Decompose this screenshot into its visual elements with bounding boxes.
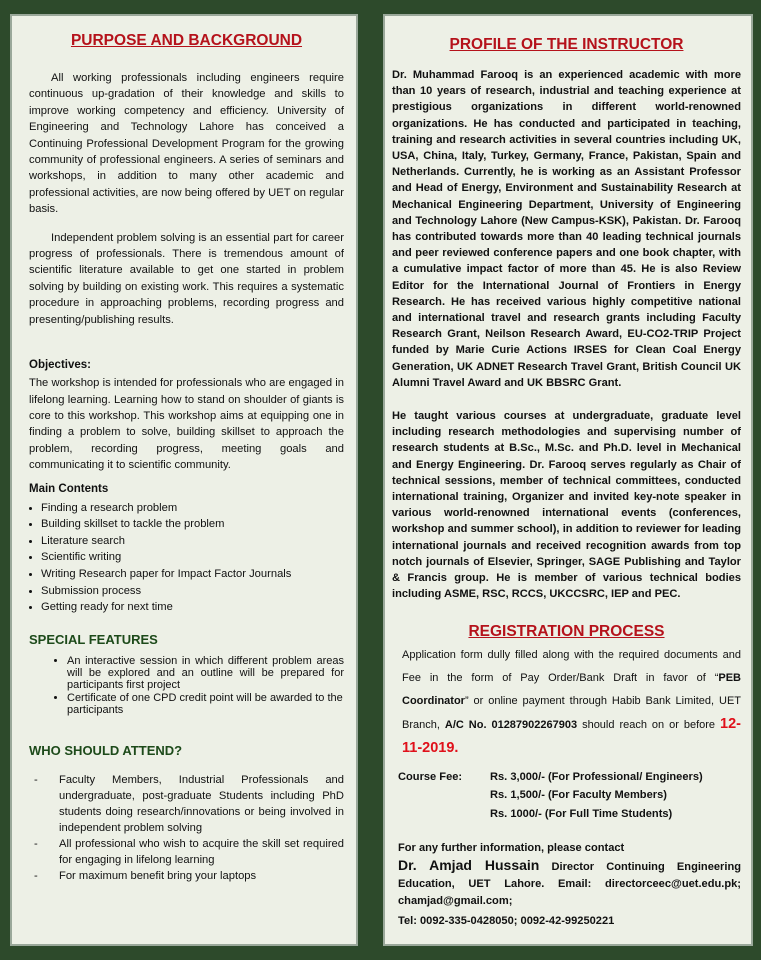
right-panel bbox=[383, 14, 753, 946]
purpose-paragraph-1: All working professionals including engineers require continuous up-gradation of their knowledge and skills to improve working competency and efficiency. University of Engineering and Technology Lahore has conceived a Continuing Professional Development Program for the growing community of professional engineers. A series of seminars and workshops, in addition to many other academic and professional activities, are now being offered by UET on regular basis. bbox=[29, 72, 344, 216]
main-contents-heading: Main Contents bbox=[29, 482, 109, 495]
purpose-paragraph-2: Independent problem solving is an essential part for career progress of professionals. There is tremendous amount of scientific literature available to get one started in problem solving by building on existing work. This requires a systematic procedure in approaching problems, recording progress and presenting/publishing results. bbox=[29, 231, 344, 326]
list-item: - Faculty Members, Industrial Professionals and undergraduate, post-graduate Students including PhD students doing research/innovations or being involved in independent problem solving bbox=[29, 772, 344, 836]
contact-tel: Tel: 0092-335-0428050; 0092-42-99250221 bbox=[398, 915, 615, 927]
objectives-heading: Objectives: bbox=[29, 359, 91, 372]
reg-text-part: Application form dully filled along with the required documents and Fee in the form of Pay Order/Bank Draft in favor of “ bbox=[402, 648, 741, 684]
main-contents-list bbox=[29, 500, 344, 616]
registration-text bbox=[402, 644, 741, 761]
list-item: - For maximum benefit bring your laptops bbox=[29, 868, 344, 884]
profile-paragraph-2: He taught various courses at undergraduate, graduate level including research methodologies and supervising number of research students at B.Sc., M.Sc. and Ph.D. level in Mechanical and Energy Engineering. Dr. Farooq serves regularly as Chair of technical sessions, member of technical committees, conducted international training, Organizer and invited key-note speaker in various world-renowned international events (conferences, workshop and summer school), in addition to reviewer for leading international journals and received recognition awards from top notch journals of Elsevier, Springer, SAGE Publishing and Taylor & Francis group. He is member of various technical bodies including ASME, RSC, RCCS, UKCCSRC, IEP and PEC. bbox=[392, 410, 741, 601]
list-item: • Certificate of one CPD credit point will be awarded to the participants bbox=[67, 692, 344, 716]
objectives-text: The workshop is intended for professionals who are engaged in lifelong learning. Learning how to stand on shoulder of giants is core to this workshop. This workshop aims at equipping one in finding a problem to solve, building skillset to approach the problem, recording progress, meeting goals and communicating it to scientific community. bbox=[29, 377, 344, 472]
contact-details bbox=[398, 857, 741, 910]
list-item: • Scientific writing bbox=[41, 549, 344, 566]
fee-row: Rs. 1,500/- (For Faculty Members) bbox=[490, 789, 667, 801]
special-features-list bbox=[29, 655, 344, 716]
list-item: • Writing Research paper for Impact Factor Journals bbox=[41, 566, 344, 583]
reg-payee: PEB Coordinator bbox=[402, 671, 741, 707]
reg-text-part: ” or online payment through Habib Bank Limited, UET Branch, bbox=[402, 694, 741, 731]
reg-deadline: 12-11-2019. bbox=[402, 715, 741, 756]
fee-label: Course Fee: bbox=[398, 770, 463, 783]
list-item: • Getting ready for next time bbox=[41, 599, 344, 616]
who-should-attend-title: WHO SHOULD ATTEND? bbox=[29, 742, 183, 758]
list-item: - All professional who wish to acquire the skill set required for engaging in lifelong learning bbox=[29, 836, 344, 868]
contact-role: Director Continuing Engineering Education, UET Lahore. Email: directorceec@uet.edu.pk; chamjad@gmail.com; bbox=[398, 861, 741, 907]
fee-row: Rs. 1000/- (For Full Time Students) bbox=[490, 807, 673, 820]
contact-intro: For any further information, please contact bbox=[398, 842, 625, 854]
profile-paragraph-1: Dr. Muhammad Farooq is an experienced academic with more than 10 years of research, industrial and teaching experience at prestigious organizations in different world-renowned organizations. He has conducted and participated in teaching, training and research activities in several countries including UK, USA, China, Italy, Turkey, Germany, France, Pakistan, Spain and Netherlands. Currently, he is working as an Assistant Professor and Head of Energy, Environment and Sustainability Research at Mechanical Engineering Department, University of Engineering and Technology Lahore (New Campus-KSK), Pakistan. Dr. Farooq has contributed towards more than 40 leading technical journals and peer reviewed conference papers and one book chapter, with a cumulative impact factor of more than 45. He is also Review Editor for the International Journal of Frontiers in Energy Research. He has received various highly competitive national and international travel and research grants including Faculty Research Grant, Neilson Research Award, EU-CO2-TRIP Project funded by Marie Curie Actions IRSES for Clean Coal Energy Generation, UK ADNET Research Travel Grant, British Council UK Alumni Travel Award and UK BBSRC Grant. bbox=[392, 69, 741, 389]
list-item: • Finding a research problem bbox=[41, 500, 344, 517]
attend-list bbox=[29, 772, 344, 884]
list-item: • An interactive session in which different problem areas will be explored and an outline will be prepared for participants first project bbox=[67, 655, 344, 691]
reg-account-number: A/C No. 01287902267903 bbox=[444, 718, 578, 731]
course-fee-table bbox=[398, 768, 703, 824]
contact-name: Dr. Amjad Hussain bbox=[398, 857, 540, 873]
purpose-title: PURPOSE AND BACKGROUND bbox=[70, 32, 303, 49]
registration-title: REGISTRATION PROCESS bbox=[468, 622, 665, 640]
fee-row: Rs. 3,000/- (For Professional/ Engineers) bbox=[490, 770, 703, 783]
left-panel bbox=[10, 14, 358, 946]
list-item: • Submission process bbox=[41, 583, 344, 600]
reg-text-part: should reach on or before bbox=[577, 718, 721, 731]
profile-title: PROFILE OF THE INSTRUCTOR bbox=[449, 36, 684, 53]
list-item: • Building skillset to tackle the problem bbox=[41, 516, 344, 533]
list-item: • Literature search bbox=[41, 533, 344, 550]
special-features-title: SPECIAL FEATURES bbox=[29, 631, 158, 647]
